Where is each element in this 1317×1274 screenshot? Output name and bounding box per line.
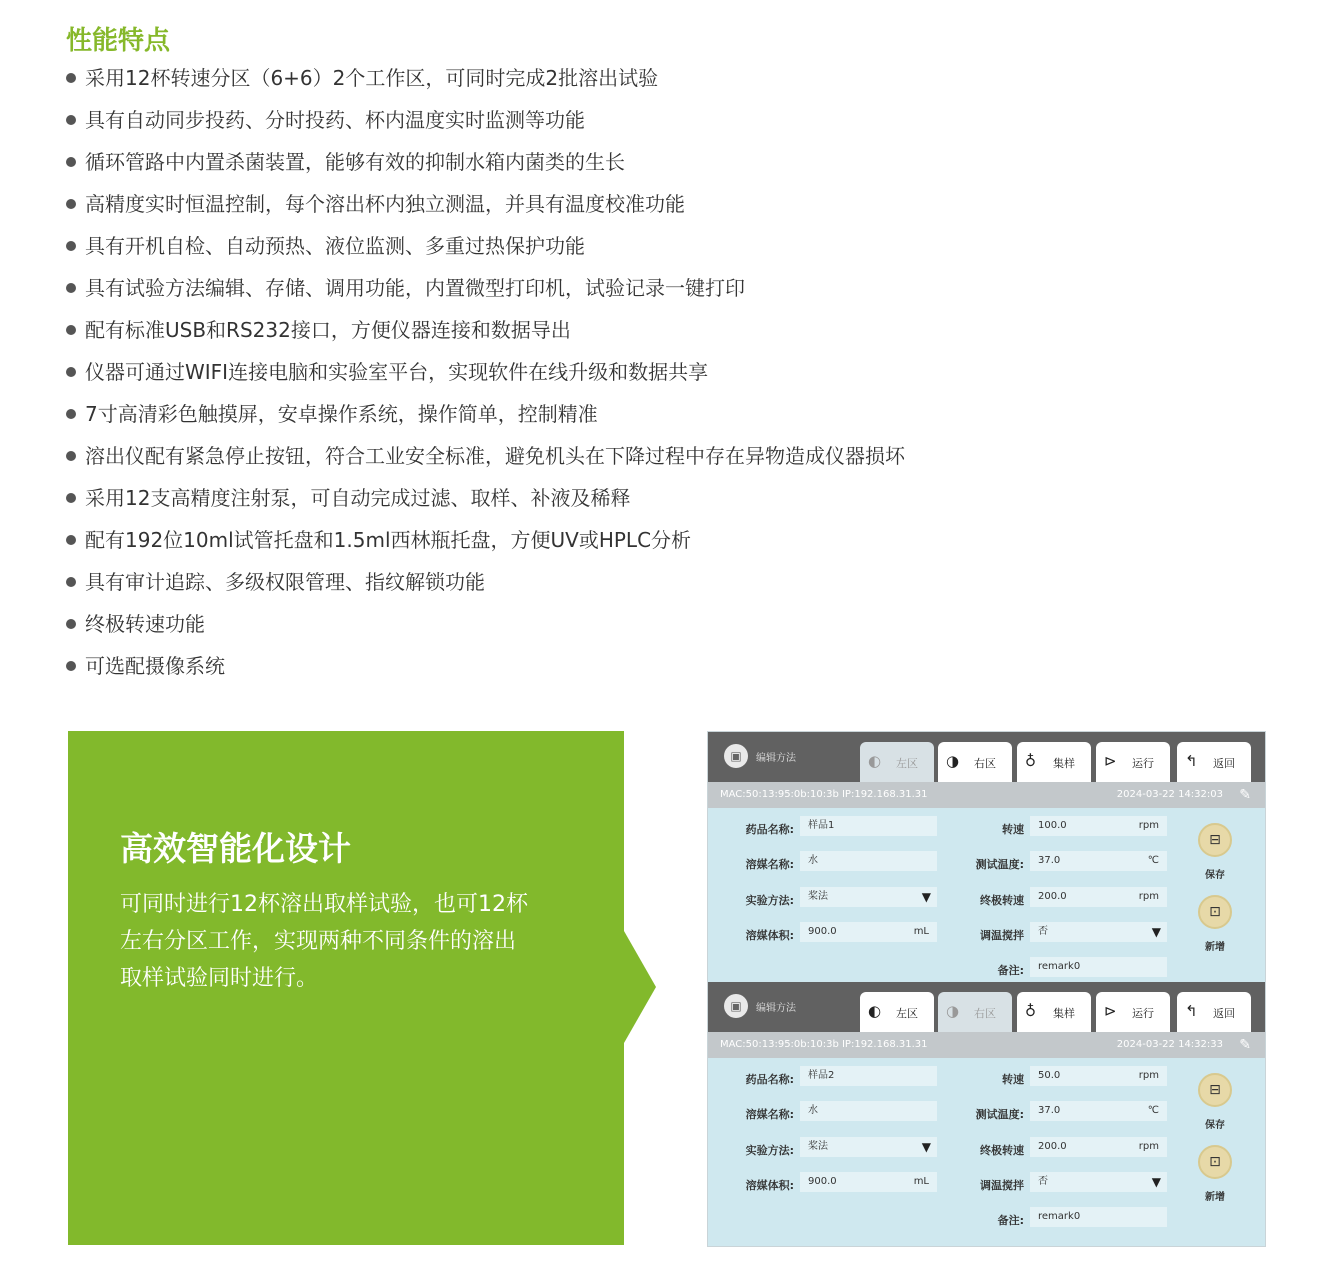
edit-icon[interactable]: ✎ bbox=[1239, 1037, 1251, 1053]
half-circle-icon: ◐ bbox=[868, 752, 882, 770]
test-temp-input[interactable]: 37.0 ℃ bbox=[1030, 851, 1167, 871]
feature-item: 采用12支高精度注射泵，可自动完成过滤、取样、补液及稀释 bbox=[66, 480, 905, 522]
timestamp: 2024-03-22 14:32:33 bbox=[1116, 1039, 1223, 1050]
half-circle-icon: ◑ bbox=[946, 752, 960, 770]
final-speed-input[interactable]: 200.0 rpm bbox=[1030, 1137, 1167, 1157]
feature-item: 具有审计追踪、多级权限管理、指纹解锁功能 bbox=[66, 564, 905, 606]
test-temp-label: 测试温度: bbox=[975, 858, 1024, 871]
medium-name-label: 溶媒名称: bbox=[745, 1108, 794, 1121]
section-title: 性能特点 bbox=[66, 26, 171, 56]
tab-right-zone[interactable]: ◑ 右区 bbox=[938, 742, 1012, 782]
tab-run[interactable]: ⊳ 运行 bbox=[1096, 742, 1170, 782]
half-circle-icon: ◑ bbox=[946, 1002, 960, 1020]
tab-back[interactable]: ↰ 返回 bbox=[1177, 992, 1251, 1032]
app-logo-icon: ▣ bbox=[724, 744, 748, 768]
play-icon: ⊳ bbox=[1104, 752, 1117, 770]
bullet-icon bbox=[66, 283, 76, 293]
bullet-icon bbox=[66, 661, 76, 671]
temp-stir-label: 调温搅拌 bbox=[980, 1179, 1024, 1192]
mac-ip-text: MAC:50:13:95:0b:10:3b IP:192.168.31.31 bbox=[720, 789, 928, 800]
app-logo-icon: ▣ bbox=[724, 994, 748, 1018]
volume-input[interactable]: 900.0 mL bbox=[800, 1172, 937, 1192]
drug-name-input[interactable]: 样品1 bbox=[800, 816, 937, 836]
medium-name-input[interactable]: 水 bbox=[800, 851, 937, 871]
test-temp-label: 测试温度: bbox=[975, 1108, 1024, 1121]
bullet-icon bbox=[66, 409, 76, 419]
remark-label: 备注: bbox=[997, 1214, 1024, 1227]
feature-item: 具有试验方法编辑、存储、调用功能，内置微型打印机，试验记录一键打印 bbox=[66, 270, 905, 312]
sampler-icon: ♁ bbox=[1025, 752, 1036, 770]
info-bar bbox=[708, 1032, 1265, 1058]
bullet-icon bbox=[66, 577, 76, 587]
remark-input[interactable]: remark0 bbox=[1030, 957, 1167, 977]
temp-stir-select[interactable]: 否 ▼ bbox=[1030, 1172, 1167, 1192]
medium-name-input[interactable]: 水 bbox=[800, 1101, 937, 1121]
app-name: 编辑方法 bbox=[756, 753, 796, 764]
promo-description: 可同时进行12杯溶出取样试验，也可12杯 左右分区工作，实现两种不同条件的溶出 取样试验同时进行。 bbox=[120, 892, 528, 991]
device-screenshot bbox=[707, 731, 1266, 1247]
save-button[interactable] bbox=[1198, 1073, 1232, 1107]
volume-label: 溶媒体积: bbox=[745, 929, 794, 942]
feature-list bbox=[66, 60, 905, 690]
final-speed-input[interactable]: 200.0 rpm bbox=[1030, 887, 1167, 907]
save-label: 保存 bbox=[1205, 1120, 1225, 1131]
method-label: 实验方法: bbox=[745, 894, 794, 907]
medium-name-label: 溶媒名称: bbox=[745, 858, 794, 871]
tab-sampler[interactable]: ♁ 集样 bbox=[1017, 992, 1091, 1032]
tab-left-zone[interactable]: ◐ 左区 bbox=[860, 992, 934, 1032]
promo-title: 高效智能化设计 bbox=[120, 829, 351, 868]
bullet-icon bbox=[66, 73, 76, 83]
feature-item: 采用12杯转速分区（6+6）2个工作区，可同时完成2批溶出试验 bbox=[66, 60, 905, 102]
floppy-icon: ⊡ bbox=[1209, 904, 1221, 920]
method-panel-left bbox=[708, 732, 1265, 982]
drug-name-label: 药品名称: bbox=[745, 823, 794, 836]
save-icon: ⊟ bbox=[1209, 1082, 1221, 1098]
app-name: 编辑方法 bbox=[756, 1003, 796, 1014]
new-button[interactable] bbox=[1198, 895, 1232, 929]
method-select[interactable]: 桨法 ▼ bbox=[800, 1137, 937, 1157]
dropdown-arrow-icon: ▼ bbox=[1151, 925, 1161, 939]
save-label: 保存 bbox=[1205, 870, 1225, 881]
tab-sampler[interactable]: ♁ 集样 bbox=[1017, 742, 1091, 782]
timestamp: 2024-03-22 14:32:03 bbox=[1116, 789, 1223, 800]
tab-left-zone[interactable]: ◐ 左区 bbox=[860, 742, 934, 782]
temp-stir-select[interactable]: 否 ▼ bbox=[1030, 922, 1167, 942]
tab-back[interactable]: ↰ 返回 bbox=[1177, 742, 1251, 782]
bullet-icon bbox=[66, 157, 76, 167]
new-button[interactable] bbox=[1198, 1145, 1232, 1179]
new-label: 新增 bbox=[1205, 942, 1225, 953]
top-bar bbox=[708, 732, 1265, 782]
save-button[interactable] bbox=[1198, 823, 1232, 857]
feature-item: 可选配摄像系统 bbox=[66, 648, 905, 690]
save-icon: ⊟ bbox=[1209, 832, 1221, 848]
test-temp-input[interactable]: 37.0 ℃ bbox=[1030, 1101, 1167, 1121]
final-speed-label: 终极转速 bbox=[980, 894, 1024, 907]
bullet-icon bbox=[66, 619, 76, 629]
sampler-icon: ♁ bbox=[1025, 1002, 1036, 1020]
feature-item: 终极转速功能 bbox=[66, 606, 905, 648]
method-panel-right bbox=[708, 982, 1265, 1232]
feature-item: 配有192位10ml试管托盘和1.5ml西林瓶托盘，方便UV或HPLC分析 bbox=[66, 522, 905, 564]
dropdown-arrow-icon: ▼ bbox=[921, 1140, 931, 1154]
new-label: 新增 bbox=[1205, 1192, 1225, 1203]
back-arrow-icon: ↰ bbox=[1185, 1002, 1198, 1020]
back-arrow-icon: ↰ bbox=[1185, 752, 1198, 770]
feature-item: 配有标准USB和RS232接口，方便仪器连接和数据导出 bbox=[66, 312, 905, 354]
feature-item: 高精度实时恒温控制，每个溶出杯内独立测温，并具有温度校准功能 bbox=[66, 186, 905, 228]
bullet-icon bbox=[66, 535, 76, 545]
half-circle-icon: ◐ bbox=[868, 1002, 882, 1020]
bullet-icon bbox=[66, 325, 76, 335]
tab-run[interactable]: ⊳ 运行 bbox=[1096, 992, 1170, 1032]
speed-label: 转速 bbox=[1002, 823, 1024, 836]
bullet-icon bbox=[66, 493, 76, 503]
top-bar bbox=[708, 982, 1265, 1032]
speed-input[interactable]: 50.0 rpm bbox=[1030, 1066, 1167, 1086]
feature-item: 具有开机自检、自动预热、液位监测、多重过热保护功能 bbox=[66, 228, 905, 270]
feature-item: 仪器可通过WIFI连接电脑和实验室平台，实现软件在线升级和数据共享 bbox=[66, 354, 905, 396]
promo-arrow bbox=[624, 931, 656, 1043]
mac-ip-text: MAC:50:13:95:0b:10:3b IP:192.168.31.31 bbox=[720, 1039, 928, 1050]
feature-item: 循环管路中内置杀菌装置，能够有效的抑制水箱内菌类的生长 bbox=[66, 144, 905, 186]
promo-block bbox=[68, 731, 624, 1245]
floppy-icon: ⊡ bbox=[1209, 1154, 1221, 1170]
remark-label: 备注: bbox=[997, 964, 1024, 977]
speed-label: 转速 bbox=[1002, 1073, 1024, 1086]
method-label: 实验方法: bbox=[745, 1144, 794, 1157]
edit-icon[interactable]: ✎ bbox=[1239, 787, 1251, 803]
final-speed-label: 终极转速 bbox=[980, 1144, 1024, 1157]
bullet-icon bbox=[66, 367, 76, 377]
dropdown-arrow-icon: ▼ bbox=[1151, 1175, 1161, 1189]
bullet-icon bbox=[66, 451, 76, 461]
temp-stir-label: 调温搅拌 bbox=[980, 929, 1024, 942]
dropdown-arrow-icon: ▼ bbox=[921, 890, 931, 904]
feature-item: 溶出仪配有紧急停止按钮，符合工业安全标准，避免机头在下降过程中存在异物造成仪器损坏 bbox=[66, 438, 905, 480]
play-icon: ⊳ bbox=[1104, 1002, 1117, 1020]
drug-name-input[interactable]: 样品2 bbox=[800, 1066, 937, 1086]
method-select[interactable]: 桨法 ▼ bbox=[800, 887, 937, 907]
feature-item: 具有自动同步投药、分时投药、杯内温度实时监测等功能 bbox=[66, 102, 905, 144]
info-bar bbox=[708, 782, 1265, 808]
remark-input[interactable]: remark0 bbox=[1030, 1207, 1167, 1227]
feature-item: 7寸高清彩色触摸屏，安卓操作系统，操作简单，控制精准 bbox=[66, 396, 905, 438]
volume-label: 溶媒体积: bbox=[745, 1179, 794, 1192]
bullet-icon bbox=[66, 115, 76, 125]
drug-name-label: 药品名称: bbox=[745, 1073, 794, 1086]
tab-right-zone[interactable]: ◑ 右区 bbox=[938, 992, 1012, 1032]
speed-input[interactable]: 100.0 rpm bbox=[1030, 816, 1167, 836]
bullet-icon bbox=[66, 241, 76, 251]
volume-input[interactable]: 900.0 mL bbox=[800, 922, 937, 942]
bullet-icon bbox=[66, 199, 76, 209]
